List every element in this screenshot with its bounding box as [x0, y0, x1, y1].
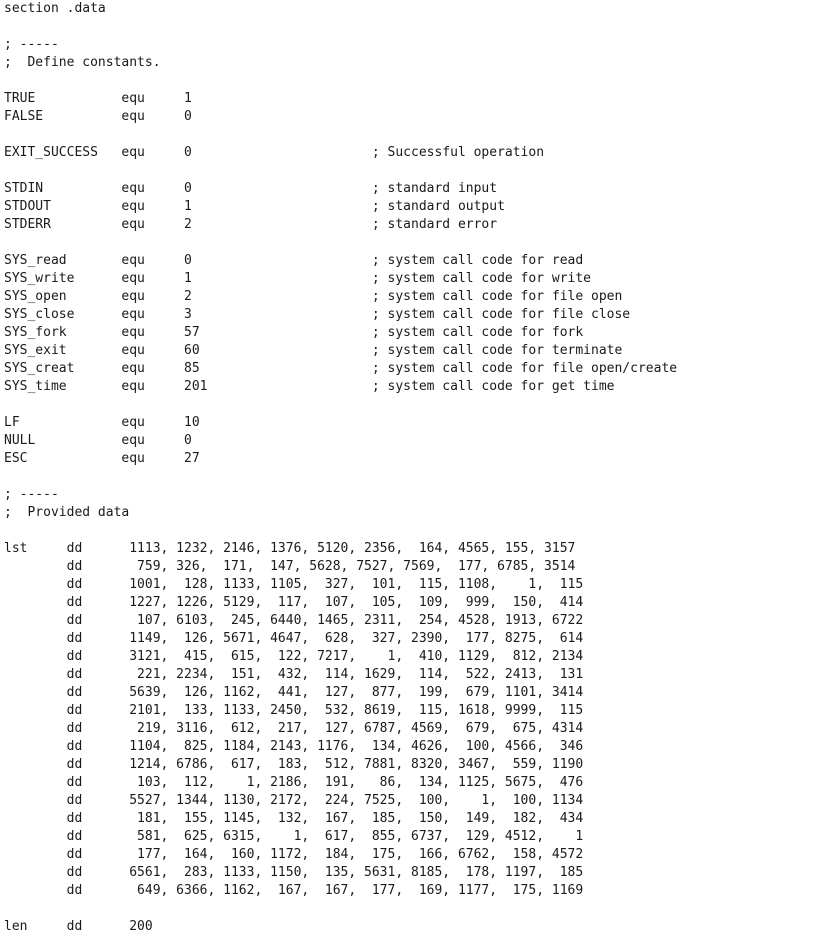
code-line: SYS_read equ 0 ; system call code for read [4, 253, 584, 268]
code-line: SYS_write equ 1 ; system call code for write [4, 271, 591, 286]
code-line [4, 900, 677, 918]
code-line [4, 162, 677, 180]
code-line: dd 581, 625, 6315, 1, 617, 855, 6737, 129, 4512, 1 [4, 829, 584, 844]
code-line: SYS_open equ 2 ; system call code for file open [4, 289, 623, 304]
code-line [4, 522, 677, 540]
code-line: ; ----- [4, 487, 59, 502]
code-line [4, 126, 677, 144]
code-line: ; ----- [4, 37, 59, 52]
code-line: STDERR equ 2 ; standard error [4, 217, 498, 232]
code-line [4, 234, 677, 252]
code-line [4, 18, 677, 36]
code-line: dd 1214, 6786, 617, 183, 512, 7881, 8320, 3467, 559, 1190 [4, 757, 584, 772]
code-line [4, 72, 677, 90]
code-line: EXIT_SUCCESS equ 0 ; Successful operation [4, 145, 545, 160]
code-line: section .data [4, 1, 106, 16]
code-line: dd 177, 164, 160, 1172, 184, 175, 166, 6762, 158, 4572 [4, 847, 584, 862]
code-line: dd 219, 3116, 612, 217, 127, 6787, 4569, 679, 675, 4314 [4, 721, 584, 736]
code-line: dd 649, 6366, 1162, 167, 167, 177, 169, 1177, 175, 1169 [4, 883, 584, 898]
code-line: dd 181, 155, 1145, 132, 167, 185, 150, 149, 182, 434 [4, 811, 584, 826]
code-line: ; Provided data [4, 505, 130, 520]
code-line: SYS_fork equ 57 ; system call code for fork [4, 325, 584, 340]
code-line: FALSE equ 0 [4, 109, 192, 124]
code-line: dd 103, 112, 1, 2186, 191, 86, 134, 1125, 5675, 476 [4, 775, 584, 790]
code-line: STDIN equ 0 ; standard input [4, 181, 498, 196]
code-line: dd 1149, 126, 5671, 4647, 628, 327, 2390, 177, 8275, 614 [4, 631, 584, 646]
code-line: len dd 200 [4, 919, 153, 934]
code-line: dd 3121, 415, 615, 122, 7217, 1, 410, 1129, 812, 2134 [4, 649, 584, 664]
code-line: LF equ 10 [4, 415, 200, 430]
code-line: dd 1227, 1226, 5129, 117, 107, 105, 109, 999, 150, 414 [4, 595, 584, 610]
code-line: dd 2101, 133, 1133, 2450, 532, 8619, 115, 1618, 9999, 115 [4, 703, 584, 718]
code-line [4, 396, 677, 414]
code-line: lst dd 1113, 1232, 2146, 1376, 5120, 2356, 164, 4565, 155, 3157 [4, 541, 576, 556]
code-editor-text[interactable] [4, 0, 677, 936]
code-line: dd 221, 2234, 151, 432, 114, 1629, 114, 522, 2413, 131 [4, 667, 584, 682]
code-line: STDOUT equ 1 ; standard output [4, 199, 505, 214]
code-line: dd 1104, 825, 1184, 2143, 1176, 134, 4626, 100, 4566, 346 [4, 739, 584, 754]
code-line: dd 1001, 128, 1133, 1105, 327, 101, 115, 1108, 1, 115 [4, 577, 584, 592]
code-line: SYS_creat equ 85 ; system call code for file open/create [4, 361, 678, 376]
code-line: dd 759, 326, 171, 147, 5628, 7527, 7569, 177, 6785, 3514 [4, 559, 576, 574]
code-line: dd 5527, 1344, 1130, 2172, 224, 7525, 100, 1, 100, 1134 [4, 793, 584, 808]
code-line: ESC equ 27 [4, 451, 200, 466]
code-line: dd 107, 6103, 245, 6440, 1465, 2311, 254, 4528, 1913, 6722 [4, 613, 584, 628]
code-line: NULL equ 0 [4, 433, 192, 448]
code-line [4, 468, 677, 486]
code-line: SYS_time equ 201 ; system call code for get time [4, 379, 615, 394]
code-line: SYS_exit equ 60 ; system call code for terminate [4, 343, 623, 358]
code-line: ; Define constants. [4, 55, 161, 70]
code-line: TRUE equ 1 [4, 91, 192, 106]
code-line: dd 5639, 126, 1162, 441, 127, 877, 199, 679, 1101, 3414 [4, 685, 584, 700]
code-line: SYS_close equ 3 ; system call code for file close [4, 307, 631, 322]
code-line: dd 6561, 283, 1133, 1150, 135, 5631, 8185, 178, 1197, 185 [4, 865, 584, 880]
